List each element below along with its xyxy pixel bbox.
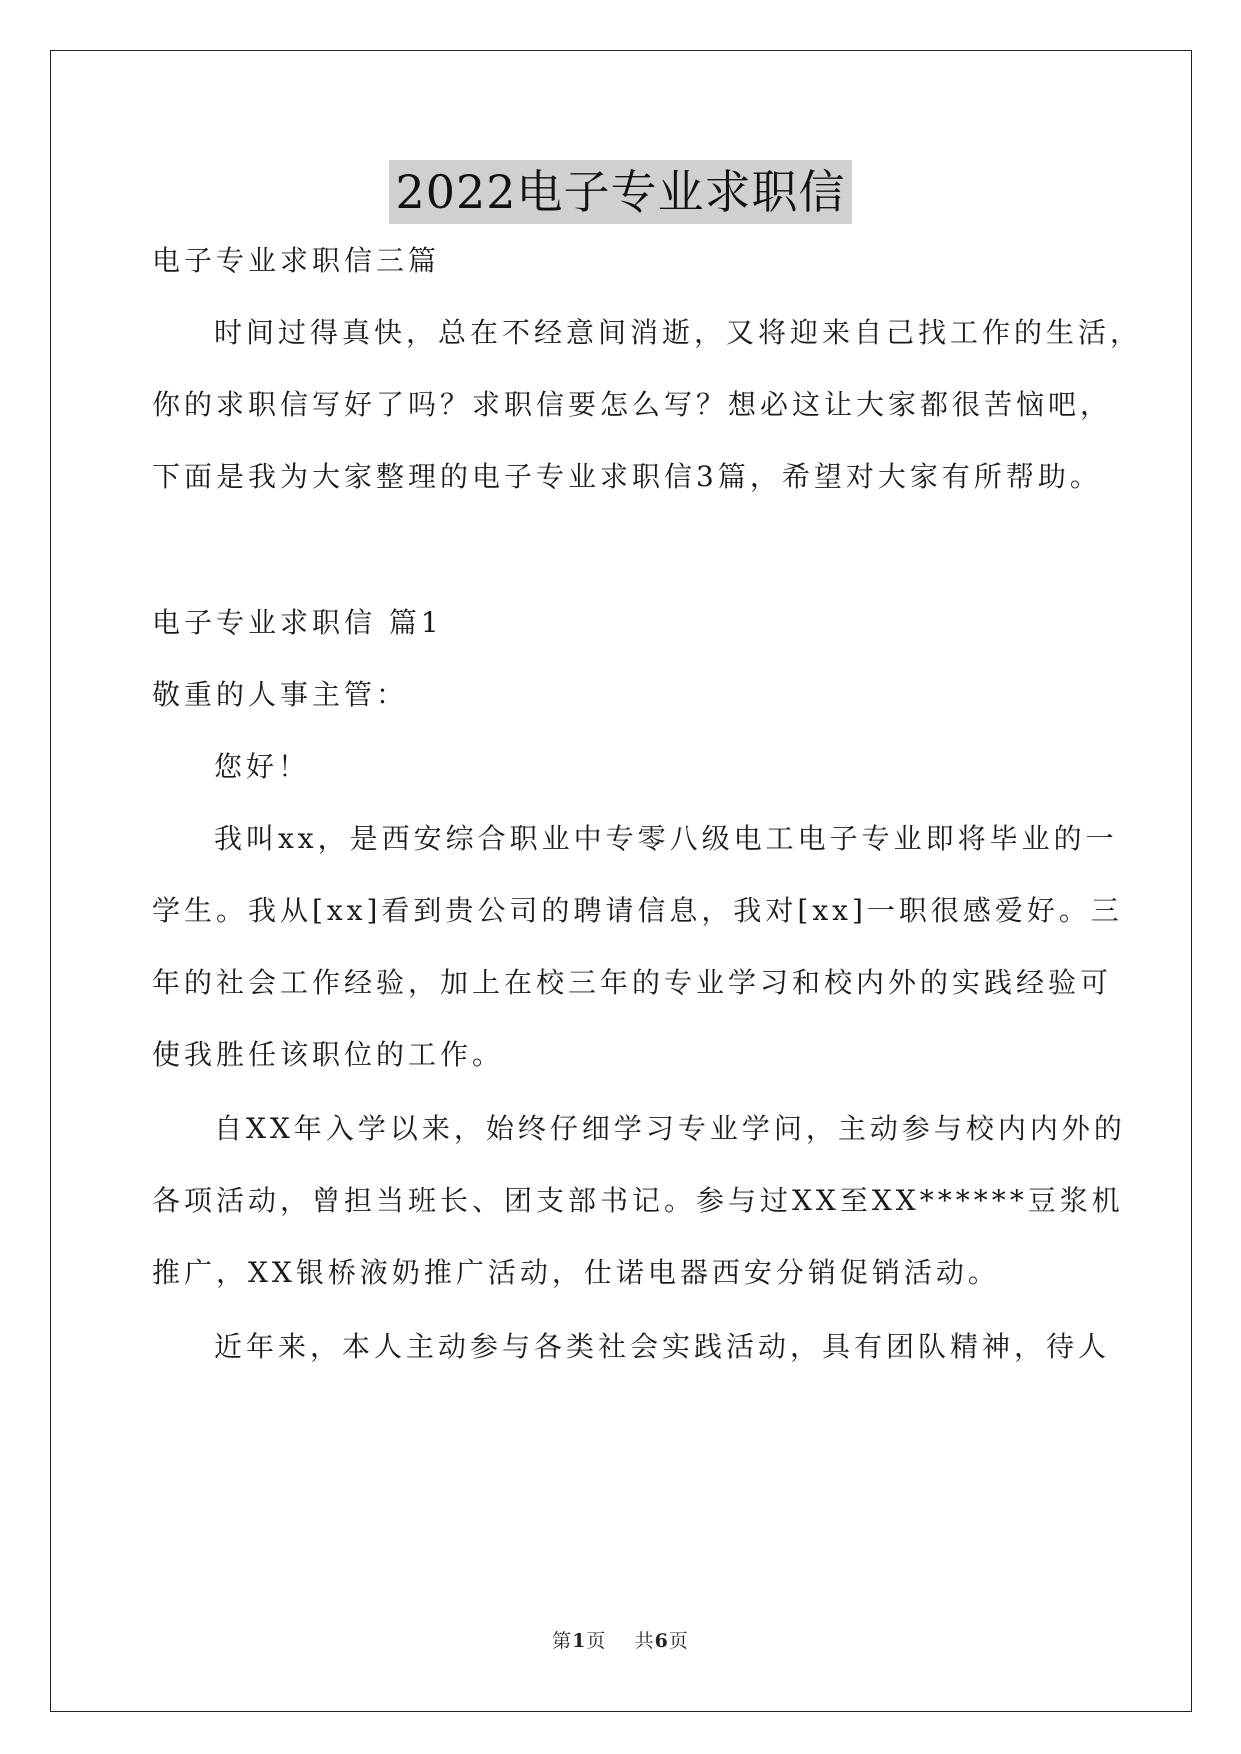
greeting: 您好！: [214, 750, 311, 783]
intro-line-2: 你的求职信写好了吗？求职信要怎么写？想必这让大家都很苦恼吧，: [152, 388, 1113, 421]
body-line-7: 推广，XX银桥液奶推广活动，仕诺电器西安分销促销活动。: [152, 1256, 1000, 1289]
document-title: 2022电子专业求职信: [389, 160, 851, 224]
intro-line-3: 下面是我为大家整理的电子专业求职信3篇，希望对大家有所帮助。: [152, 460, 1102, 493]
body-line-6: 各项活动，曾担当班长、团支部书记。参与过XX至XX******豆浆机: [152, 1184, 1124, 1217]
total-prefix: 共: [634, 1630, 655, 1652]
page-prefix: 第: [552, 1630, 573, 1652]
subtitle-line: 电子专业求职信三篇: [152, 244, 441, 277]
body-line-8: 近年来，本人主动参与各类社会实践活动，具有团队精神，待人: [214, 1330, 1111, 1363]
title-container: [0, 160, 1241, 224]
total-suffix: 页: [668, 1630, 689, 1652]
body-line-2: 学生。我从[xx]看到贵公司的聘请信息，我对[xx]一职很感爱好。三: [152, 894, 1123, 927]
body-line-1: 我叫xx，是西安综合职业中专零八级电工电子专业即将毕业的一: [214, 822, 1118, 855]
page-border: [50, 50, 1192, 1712]
section-heading: 电子专业求职信 篇1: [152, 606, 443, 639]
body-line-5: 自XX年入学以来，始终仔细学习专业学问，主动参与校内内外的: [214, 1112, 1126, 1145]
salutation: 敬重的人事主管：: [152, 678, 409, 711]
body-line-3: 年的社会工作经验，加上在校三年的专业学习和校内外的实践经验可: [152, 966, 1113, 999]
body-line-4: 使我胜任该职位的工作。: [152, 1038, 505, 1071]
page-footer: [0, 1626, 1241, 1653]
page-suffix: 页: [586, 1630, 607, 1652]
intro-line-1: 时间过得真快，总在不经意间消逝，又将迎来自己找工作的生活，: [214, 316, 1143, 349]
page-current: 1: [572, 1630, 587, 1652]
page-total: 6: [654, 1630, 669, 1652]
